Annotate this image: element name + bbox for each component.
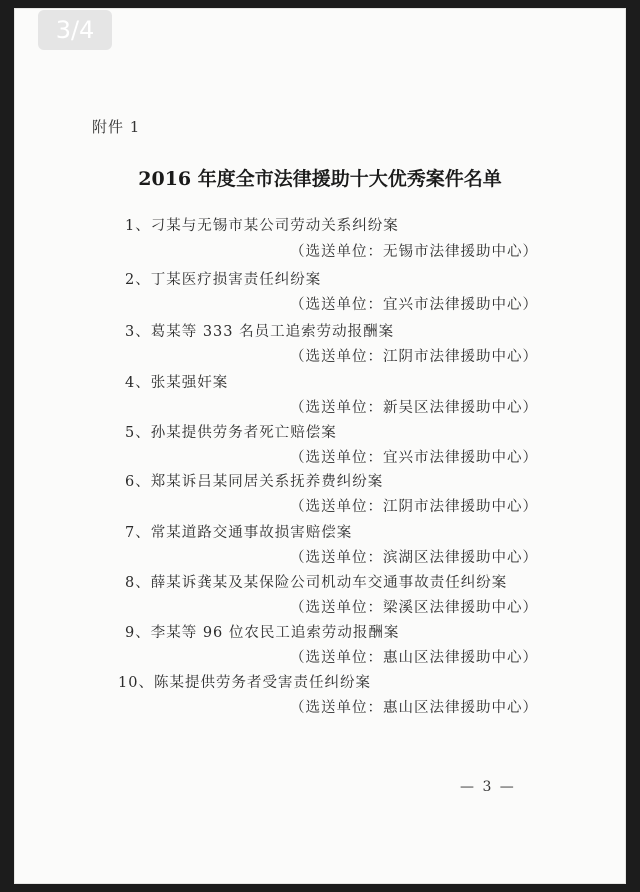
- case-unit: （选送单位：惠山区法律援助中心）: [290, 650, 538, 666]
- case-title: 3、葛某等 333 名员工追索劳动报酬案: [125, 324, 395, 340]
- case-unit: （选送单位：江阴市法律援助中心）: [290, 349, 538, 365]
- case-unit: （选送单位：宜兴市法律援助中心）: [290, 450, 538, 466]
- case-title: 7、常某道路交通事故损害赔偿案: [125, 525, 353, 541]
- case-title: 9、李某等 96 位农民工追索劳动报酬案: [125, 625, 400, 641]
- case-unit: （选送单位：江阴市法律援助中心）: [290, 499, 538, 515]
- case-unit: （选送单位：无锡市法律援助中心）: [290, 244, 538, 260]
- case-unit: （选送单位：宜兴市法律援助中心）: [290, 297, 538, 313]
- attachment-label: 附件 1: [92, 118, 141, 136]
- document-title: 2016 年度全市法律援助十大优秀案件名单: [138, 168, 502, 190]
- page-number: — 3 —: [460, 779, 516, 795]
- case-title: 10、陈某提供劳务者受害责任纠纷案: [118, 675, 371, 691]
- case-title: 8、薛某诉龚某及某保险公司机动车交通事故责任纠纷案: [125, 575, 508, 591]
- case-title: 1、刁某与无锡市某公司劳动关系纠纷案: [125, 218, 399, 234]
- case-title: 5、孙某提供劳务者死亡赔偿案: [125, 425, 337, 441]
- case-unit: （选送单位：滨湖区法律援助中心）: [290, 550, 538, 566]
- page-indicator: 3/4: [38, 10, 112, 50]
- case-unit: （选送单位：惠山区法律援助中心）: [290, 700, 538, 716]
- case-unit: （选送单位：梁溪区法律援助中心）: [290, 600, 538, 616]
- case-unit: （选送单位：新吴区法律援助中心）: [290, 400, 538, 416]
- case-title: 4、张某强奸案: [125, 375, 229, 391]
- case-title: 2、丁某医疗损害责任纠纷案: [125, 272, 322, 288]
- case-title: 6、郑某诉吕某同居关系抚养费纠纷案: [125, 474, 384, 490]
